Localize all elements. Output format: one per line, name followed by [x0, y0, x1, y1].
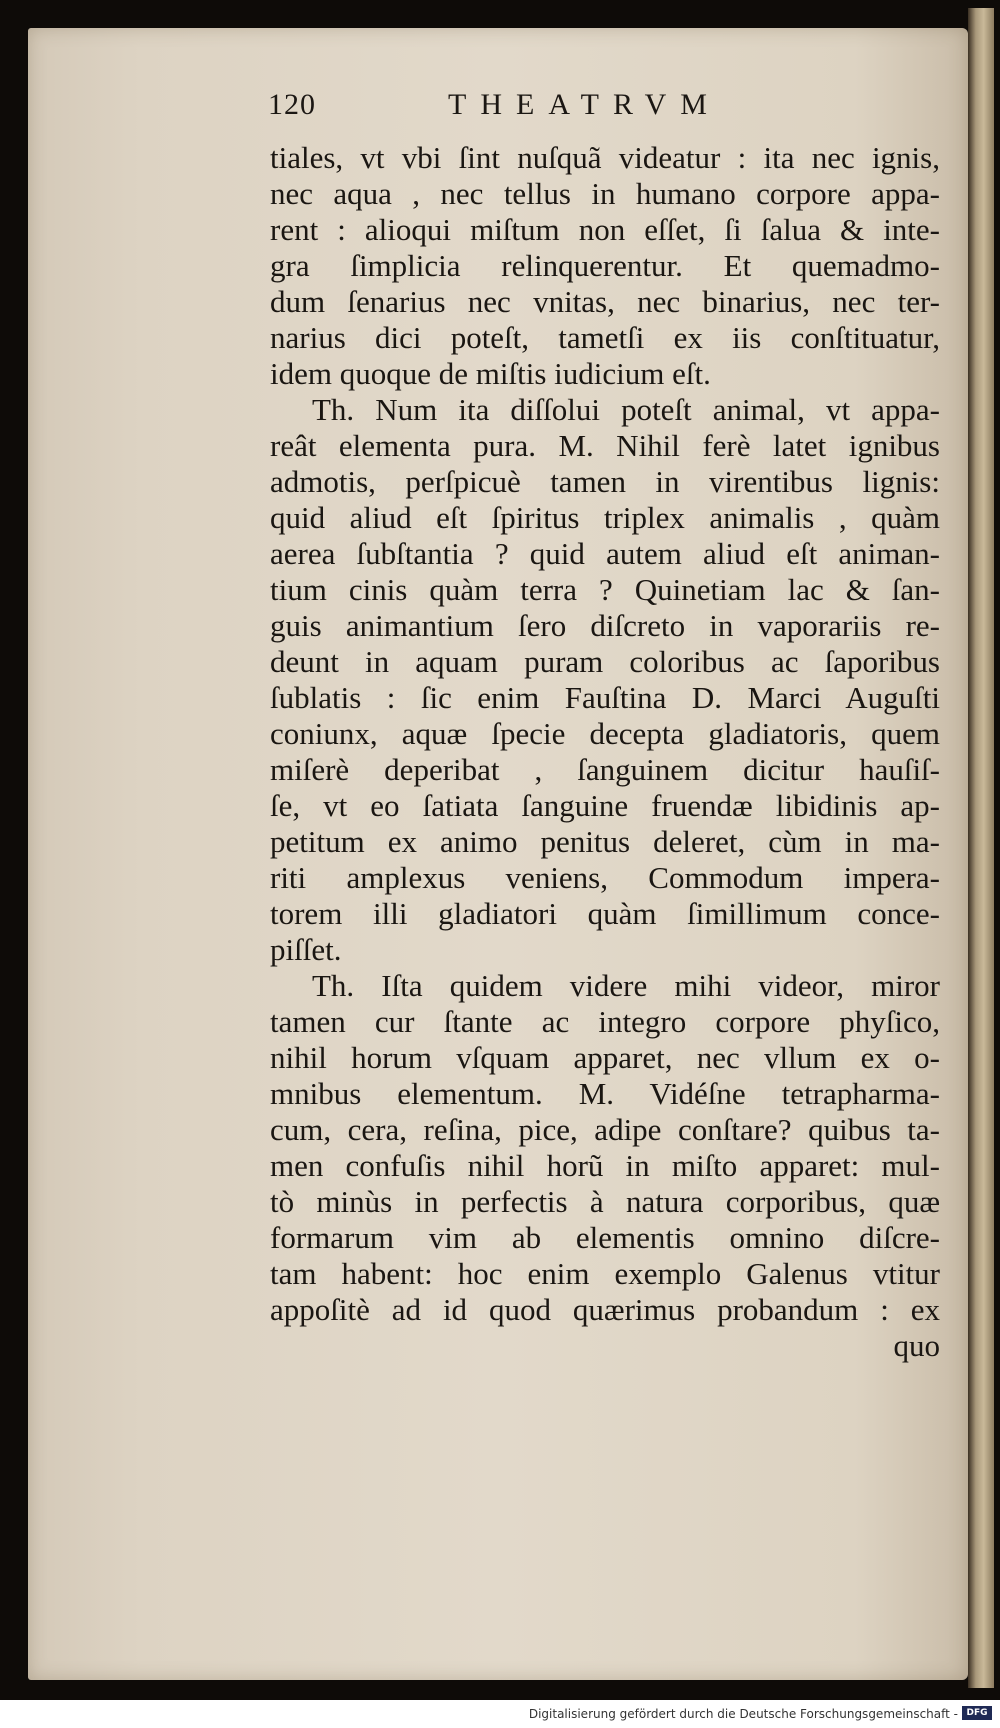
- funding-credit: Digitalisierung gefördert durch die Deutsche Forschungsgemeinschaft -: [528, 1707, 958, 1721]
- text-line: reât elementa pura. M. Nihil ferè latet ignibus: [270, 428, 940, 463]
- text-line: deunt in aquam puram coloribus ac ſaporibus: [270, 644, 940, 679]
- text-line: coniunx, aquæ ſpecie decepta gladiatoris, quem: [270, 716, 940, 751]
- text-line: riti amplexus veniens, Commodum impera-: [270, 860, 940, 895]
- text-line: dum ſenarius nec vnitas, nec binarius, nec ter-: [270, 284, 940, 319]
- text-line: ſublatis : ſic enim Fauſtina D. Marci Auguſti: [270, 680, 940, 715]
- text-line: nihil horum vſquam apparet, nec vllum ex o-: [270, 1040, 940, 1075]
- text-line: men confuſis nihil horũ in miſto apparet: mul-: [270, 1148, 940, 1183]
- dfg-logo: DFG: [962, 1706, 992, 1720]
- text-line: ſe, vt eo ſatiata ſanguine fruendæ libidinis ap-: [270, 788, 940, 823]
- text-line: tò minùs in perfectis à natura corporibus, quæ: [270, 1184, 940, 1219]
- text-line: torem illi gladiatori quàm ſimillimum conce-: [270, 896, 940, 931]
- text-line: formarum vim ab elementis omnino diſcre-: [270, 1220, 940, 1255]
- text-line: tiales, vt vbi ſint nuſquã videatur : ita nec ignis,: [270, 140, 940, 175]
- text-line: cum, cera, reſina, pice, adipe conſtare? quibus ta-: [270, 1112, 940, 1147]
- text-line: narius dici poteſt, tametſi ex iis conſtituatur,: [270, 320, 940, 355]
- text-line: gra ſimplicia relinquerentur. Et quemadmo-: [270, 248, 940, 283]
- text-line: nec aqua , nec tellus in humano corpore appa-: [270, 176, 940, 211]
- text-line: tium cinis quàm terra ? Quinetiam lac & ſan-: [270, 572, 940, 607]
- text-line: mnibus elementum. M. Vidéſne tetrapharma-: [270, 1076, 940, 1111]
- text-block: [270, 140, 940, 1364]
- text-line: piſſet.: [270, 932, 342, 967]
- text-line: idem quoque de miſtis iudicium eſt.: [270, 356, 711, 391]
- text-line: quid aliud eſt ſpiritus triplex animalis , quàm: [270, 500, 940, 535]
- text-line: admotis, perſpicuè tamen in virentibus lignis:: [270, 464, 940, 499]
- page-edge: [968, 8, 994, 1688]
- text-line: tam habent: hoc enim exemplo Galenus vtitur: [270, 1256, 940, 1291]
- text-line: miſerè deperibat , ſanguinem dicitur hauſiſ-: [270, 752, 940, 787]
- text-line: guis animantium ſero diſcreto in vaporariis re-: [270, 608, 940, 643]
- text-line: appoſitè ad id quod quærimus probandum : ex: [270, 1292, 940, 1327]
- text-line: tamen cur ſtante ac integro corpore phyſico,: [270, 1004, 940, 1039]
- catchword: quo: [893, 1328, 940, 1363]
- page-header: [268, 88, 788, 128]
- digitization-footer: [0, 1700, 1000, 1728]
- page-number: 120: [268, 88, 316, 121]
- text-line: rent : alioqui miſtum non eſſet, ſi ſalua & inte-: [270, 212, 940, 247]
- text-line: aerea ſubſtantia ? quid autem aliud eſt animan-: [270, 536, 940, 571]
- text-line: Th. Num ita diſſolui poteſt animal, vt appa-: [312, 392, 940, 427]
- running-head: THEATRVM: [448, 88, 721, 121]
- text-line: petitum ex animo penitus deleret, cùm in ma-: [270, 824, 940, 859]
- text-line: Th. Iſta quidem videre mihi videor, miror: [312, 968, 940, 1003]
